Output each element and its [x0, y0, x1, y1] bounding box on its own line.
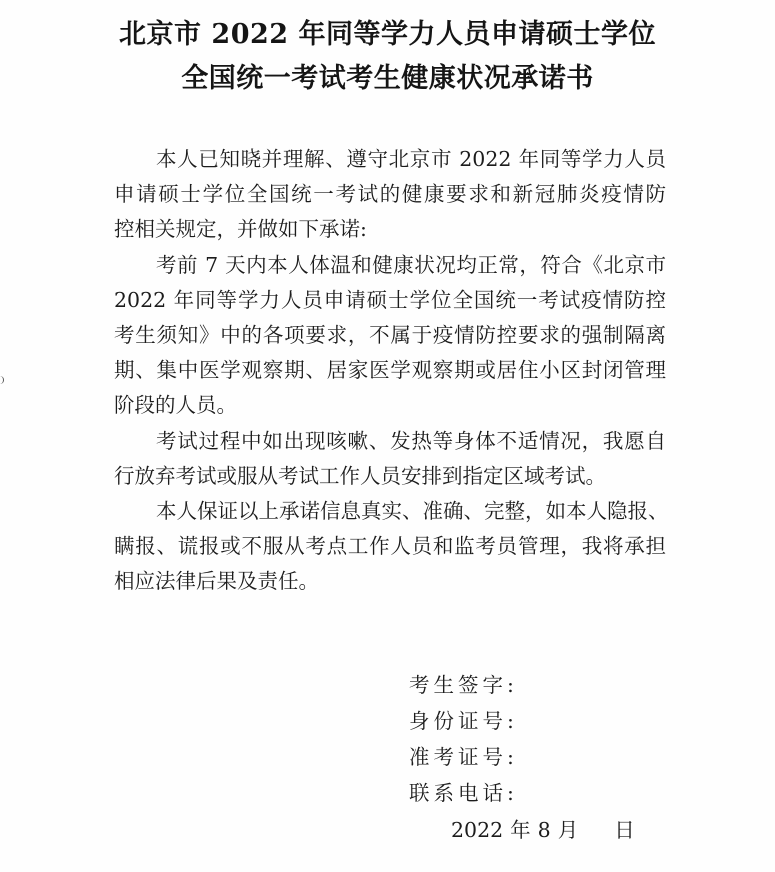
- paragraph-3-line-1: 考试过程中如出现咳嗽、发热等身体不适情况，我愿自: [156, 428, 666, 453]
- document-title-line-2: 全国统一考试考生健康状况承诺书: [181, 63, 594, 94]
- paragraph-4-line-1: 本人保证以上承诺信息真实、准确、完整，如本人隐报、: [156, 498, 669, 523]
- paragraph-2-line-5: 阶段的人员。: [114, 393, 237, 418]
- pledge-body: [114, 142, 669, 599]
- date-year: 2022: [451, 818, 504, 842]
- date-day-unit: 日: [614, 818, 635, 842]
- paragraph-1-line-3: 控相关规定，并做如下承诺:: [114, 217, 367, 242]
- paragraph-2-line-4: 期、集中医学观察期、居家医学观察期或居住小区封闭管理: [114, 358, 666, 383]
- signature-field-label: 考生签字:: [409, 673, 518, 697]
- signature-block: [409, 667, 518, 811]
- paragraph-1-line-2: 申请硕士学位全国统一考试的健康要求和新冠肺炎疫情防: [114, 182, 666, 207]
- id-number-field-label: 身份证号:: [409, 709, 518, 733]
- paragraph-3-line-2: 行放弃考试或服从考试工作人员安排到指定区域考试。: [114, 463, 606, 488]
- paragraph-4-line-2: 瞒报、谎报或不服从考点工作人员和监考员管理，我将承担: [114, 534, 666, 559]
- date-line: [451, 812, 642, 848]
- paragraph-2-line-2: 2022 年同等学力人员申请硕士学位全国统一考试疫情防控: [114, 287, 666, 312]
- paragraph-1-line-1: 本人已知晓并理解、遵守北京市 2022 年同等学力人员: [156, 147, 666, 171]
- phone-field-label: 联系电话:: [409, 781, 518, 805]
- paragraph-4-line-3: 相应法律后果及责任。: [114, 569, 319, 594]
- admission-ticket-field-label: 准考证号:: [409, 745, 518, 769]
- paragraph-2-line-1: 考前 7 天内本人体温和健康状况均正常，符合《北京市: [156, 252, 666, 277]
- date-year-unit: 年: [510, 818, 531, 842]
- binding-hole-mark: [0, 376, 4, 384]
- paragraph-2-line-3: 考生须知》中的各项要求，不属于疫情防控要求的强制隔离: [114, 322, 666, 347]
- date-month: 8: [537, 818, 551, 842]
- document-title-line-1: 北京市 2022 年同等学力人员申请硕士学位: [119, 19, 656, 50]
- date-month-unit: 月: [557, 818, 579, 842]
